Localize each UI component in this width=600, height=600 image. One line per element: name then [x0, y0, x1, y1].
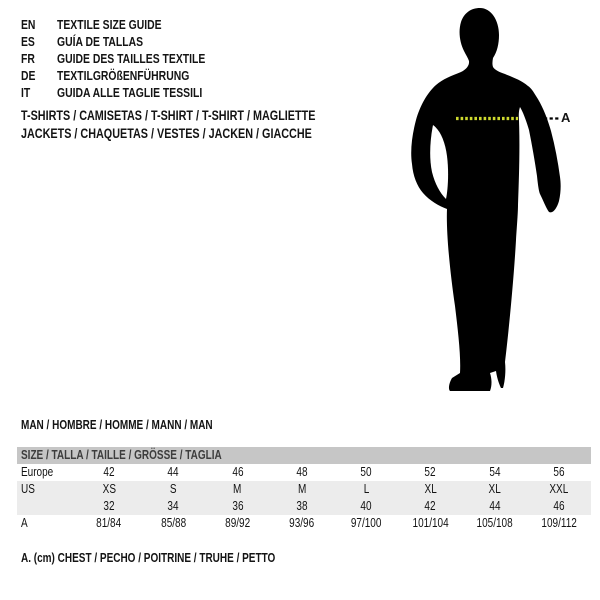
- size-cell: 44: [489, 499, 501, 513]
- size-cell: S: [170, 482, 177, 496]
- language-title: GUIDE DES TAILLES TEXTILE: [57, 51, 206, 66]
- size-cell: M: [297, 482, 307, 496]
- size-cell: 101/104: [412, 516, 449, 530]
- size-cell: 109/112: [541, 516, 577, 530]
- language-code: IT: [21, 85, 31, 100]
- size-cell: 52: [424, 465, 436, 479]
- table-row-chest-a: [17, 515, 591, 532]
- size-cell: L: [363, 482, 369, 496]
- size-cell: 46: [232, 465, 244, 479]
- category-tshirts: T-SHIRTS / CAMISETAS / T-SHIRT / T-SHIRT / MAGLIETTE: [21, 108, 316, 123]
- measurement-footnote: A. (cm) CHEST / PECHO / POITRINE / TRUHE / PETTO: [21, 551, 276, 565]
- row-label: US: [21, 482, 35, 496]
- size-table: [17, 447, 591, 532]
- size-cell: 93/96: [289, 516, 315, 530]
- size-cell: 89/92: [225, 516, 251, 530]
- size-cell: 46: [553, 499, 565, 513]
- row-label: [17, 498, 77, 515]
- size-cell: 42: [424, 499, 436, 513]
- language-title: TEXTILGRÖßENFÜHRUNG: [57, 68, 190, 83]
- size-cell: XL: [424, 482, 437, 496]
- size-cell: 56: [553, 465, 565, 479]
- row-label: A: [21, 516, 28, 530]
- category-jackets: JACKETS / CHAQUETAS / VESTES / JACKEN / GIACCHE: [21, 126, 312, 141]
- table-row-us-numeric: [17, 498, 591, 515]
- size-table-header: SIZE / TALLA / TAILLE / GRÖSSE / TAGLIA: [17, 447, 591, 464]
- section-title-man: MAN / HOMBRE / HOMME / MANN / MAN: [21, 418, 213, 432]
- size-cell: 32: [103, 499, 115, 513]
- size-cell: 81/84: [96, 516, 122, 530]
- size-cell: 36: [232, 499, 244, 513]
- language-code: ES: [21, 34, 35, 49]
- row-label: Europe: [21, 465, 54, 479]
- size-cell: 44: [167, 465, 179, 479]
- size-cell: 97/100: [350, 516, 382, 530]
- size-cell: M: [233, 482, 242, 496]
- size-cell: 40: [360, 499, 372, 513]
- size-cell: XL: [488, 482, 501, 496]
- table-row-europe: [17, 464, 591, 481]
- table-row-us: [17, 481, 591, 498]
- language-title: TEXTILE SIZE GUIDE: [57, 17, 162, 32]
- language-code: DE: [21, 68, 36, 83]
- size-cell: 50: [360, 465, 372, 479]
- size-cell: 48: [296, 465, 308, 479]
- size-cell: 105/108: [476, 516, 513, 530]
- size-cell: 85/88: [160, 516, 186, 530]
- man-silhouette-body: [411, 8, 560, 391]
- size-cell: 42: [103, 465, 115, 479]
- size-cell: 38: [296, 499, 308, 513]
- size-cell: 54: [489, 465, 501, 479]
- language-code: FR: [21, 51, 35, 66]
- size-cell: XXL: [549, 482, 569, 496]
- size-cell: XS: [102, 482, 116, 496]
- language-title: GUÍA DE TALLAS: [57, 34, 144, 49]
- language-code: EN: [21, 17, 36, 32]
- language-title: GUIDA ALLE TAGLIE TESSILI: [57, 85, 203, 100]
- measurement-label-a: A: [561, 110, 571, 125]
- size-cell: 34: [167, 499, 179, 513]
